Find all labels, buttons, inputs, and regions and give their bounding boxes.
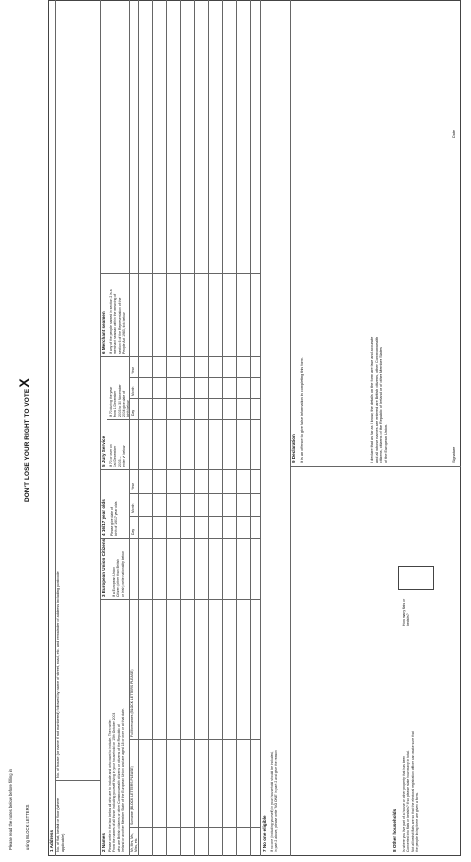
dob-day-label: Day — [131, 409, 135, 416]
names-intro-4: Ireland or another Member State of the European Union and are aged 18 or over or at that date. — [120, 708, 125, 852]
other-text-4: the people living there are given a form. — [414, 792, 419, 852]
dob-text-1: If 70 during the year — [109, 386, 113, 417]
names-intro-3: who are British citizens or other Commonwealth citizens or citizens of the Republic of — [116, 724, 121, 852]
warning-banner — [16, 378, 34, 502]
age-year-label: Year — [131, 483, 135, 490]
other-text-1: Is where you live part of a house or other property that has been — [402, 755, 406, 852]
warning-text: DON'T LOSE YOUR RIGHT TO VOTE — [24, 388, 31, 502]
flat-field[interactable] — [66, 786, 96, 852]
house-label: No. of house (or name if not numbered) followed by name of street, road, etc. and remainder of address including postcode — [56, 571, 60, 778]
signature-label: Signature — [452, 446, 456, 463]
dob-text-2: from 1 December — [113, 390, 118, 417]
eu-text — [112, 539, 125, 597]
age-text-2: birth of 16/17 year olds — [114, 501, 119, 536]
col-forenames-label: Full forenames (BLOCK LETTERS PLEASE) — [130, 669, 134, 737]
how-many-label: How many flats or bedsits? — [402, 598, 411, 626]
other-title: 8 Other households — [392, 808, 397, 852]
merchant-title: 6 Merchant seamen — [101, 311, 106, 354]
dob-text-3: 2003 to 30 November — [117, 384, 122, 417]
merchant-text-2: merchant seaman within the meaning of — [113, 293, 118, 354]
address-field[interactable] — [66, 8, 96, 778]
dob-year-label: Year — [131, 367, 135, 374]
jury-text-3: 2003 – — [117, 456, 122, 467]
warning-x-mark: X — [16, 378, 32, 388]
jury-text-2: 1st December — [113, 445, 118, 467]
jury-title: 5 Jury Service — [101, 435, 106, 467]
merchant-text-4: People Act 1983, tick below — [121, 312, 126, 354]
no-one-text — [270, 602, 279, 852]
names-intro — [108, 612, 125, 852]
names-intro-1: Please write in the box below all who are to include and who want to include. Then write: — [108, 719, 112, 852]
other-text-2: Converted into flats or bedsits? If so please state how many in total. — [406, 750, 411, 852]
jury-text-4: enter ✔ below — [121, 445, 126, 467]
declaration-text-3: citizens, citizens of the Republic of Ireland or of other Member States — [379, 347, 384, 463]
eu-text-1: If a European Union — [112, 566, 116, 597]
names-intro-2: From the names of all those including yourself living in your household on 15th October 2003 — [112, 712, 117, 852]
declaration-text-1: I declare that as far as I know, the details on the form are true and accurate — [370, 336, 374, 463]
declaration-text-4: of the European Union. — [384, 423, 389, 463]
dob-text-4: 2004 give date of — [121, 390, 126, 417]
age-month-label: Month — [131, 503, 135, 513]
eu-text-2: Citizen (other than British — [116, 558, 121, 597]
header-line-1: Please read the notes below before filling in — [8, 768, 13, 850]
age-text — [110, 474, 119, 536]
dob-text-5: birth below — [126, 400, 130, 417]
col-title-label: Mr, Mrs, Ms, Miss, etc. — [130, 833, 139, 852]
signature-field[interactable] — [444, 212, 458, 432]
how-many-field[interactable] — [398, 566, 434, 590]
declaration-text-2: and all whose names are entered are British citizens, other Commonwealth — [374, 336, 379, 463]
age-title: 4 16/17 year olds — [101, 499, 106, 536]
merchant-text — [109, 278, 126, 354]
address-title: 1 Address — [49, 829, 54, 852]
header-line-2: using BLOCK LETTERS — [25, 804, 31, 850]
age-day-label: Day — [131, 528, 135, 535]
flat-label: No. of flat, bedsit or floor (where applicable) — [56, 797, 65, 852]
dob-text — [109, 361, 130, 417]
date-label: Date — [452, 129, 456, 138]
age-text-1: Please give date of — [110, 507, 114, 536]
col-surname-label: Surname (BLOCK LETTERS PLEASE) — [130, 766, 134, 825]
declaration-offence: It is an offence to give false information in completing this form. — [300, 357, 304, 463]
header-instructions — [8, 769, 31, 850]
declaration-text — [370, 163, 389, 463]
no-one-text-1: If no one (including yourself) in your household should be included, — [270, 751, 274, 852]
merchant-text-1: If any of the people named in section 2 is a — [109, 289, 113, 354]
no-one-title: 7 No one eligible — [262, 815, 267, 852]
eu-text-3: or Irish) write nationality below — [120, 551, 125, 597]
no-one-text-2: in part 2 above, please write 'NO ONE' in part 2 and give the reason — [274, 750, 279, 852]
jury-text-1: If 70 or over on — [109, 444, 113, 467]
eu-title: 3 European Union Citizens — [101, 538, 106, 597]
jury-text — [109, 423, 126, 467]
dob-month-label: Month — [131, 386, 135, 396]
names-title: 2 Names — [101, 833, 106, 852]
other-text — [402, 652, 419, 852]
merchant-text-3: section 6 of the Representation of the — [117, 297, 122, 354]
other-text-3: Not all bedsit flats are so that the electoral registration officer can make sure that — [410, 731, 415, 852]
names-entry-area[interactable] — [139, 2, 259, 852]
declaration-title: 9 Declaration — [291, 434, 296, 463]
date-field[interactable] — [444, 12, 458, 122]
